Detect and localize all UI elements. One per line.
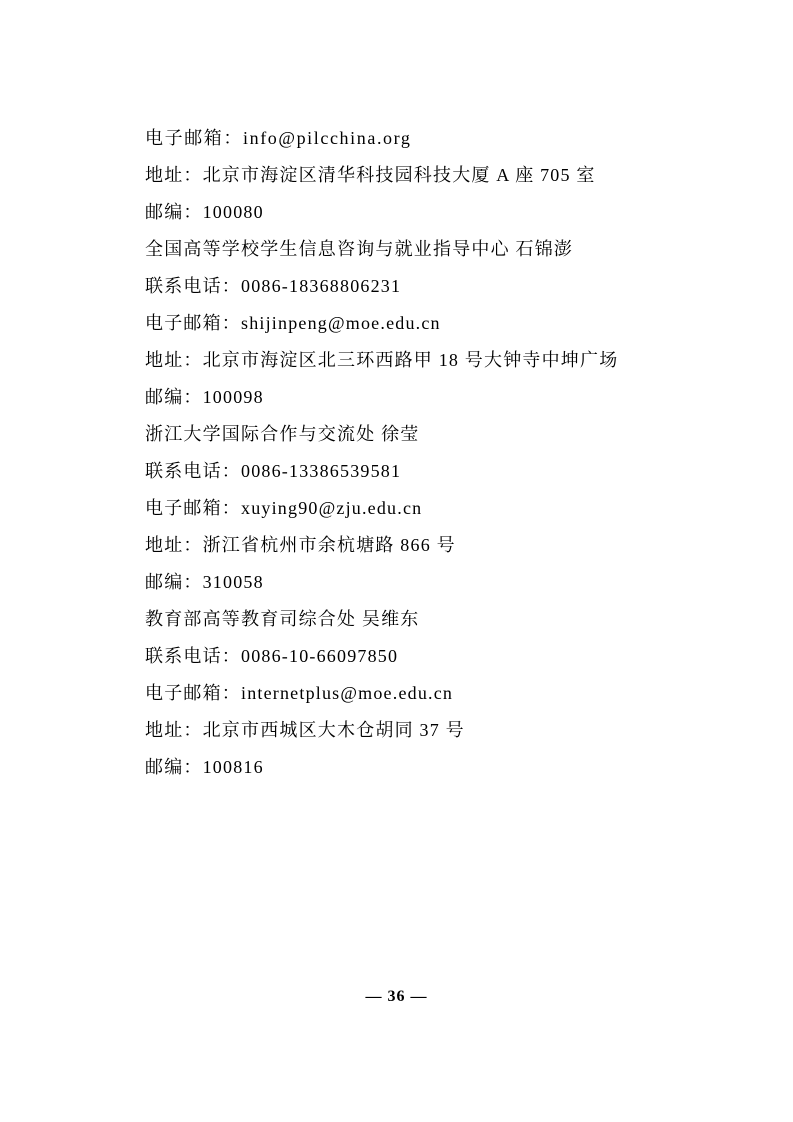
- text-line: 浙江大学国际合作与交流处 徐莹: [145, 424, 420, 444]
- text-line: 邮编：100080: [145, 202, 264, 222]
- text-line: 电子邮箱：shijinpeng@moe.edu.cn: [145, 313, 441, 333]
- page-number: — 36 —: [365, 988, 428, 1005]
- text-line: 联系电话：0086-13386539581: [145, 461, 402, 481]
- text-line: 电子邮箱：info@pilcchina.org: [145, 128, 412, 148]
- text-line: 邮编：100098: [145, 387, 264, 407]
- text-line: 地址：北京市西城区大木仓胡同 37 号: [145, 720, 465, 740]
- text-line: 地址：北京市海淀区清华科技园科技大厦 A 座 705 室: [145, 165, 596, 185]
- text-line: 电子邮箱：internetplus@moe.edu.cn: [145, 683, 454, 703]
- text-line: 电子邮箱：xuying90@zju.edu.cn: [145, 498, 423, 518]
- text-line: 邮编：310058: [145, 572, 264, 592]
- text-line: 教育部高等教育司综合处 吴维东: [145, 609, 420, 629]
- text-line: 联系电话：0086-10-66097850: [145, 646, 399, 666]
- text-line: 地址：北京市海淀区北三环西路甲 18 号大钟寺中坤广场: [145, 350, 619, 370]
- text-line: 联系电话：0086-18368806231: [145, 276, 402, 296]
- text-line: 全国高等学校学生信息咨询与就业指导中心 石锦澎: [145, 239, 574, 259]
- text-line: 邮编：100816: [145, 757, 264, 777]
- text-line: 地址：浙江省杭州市余杭塘路 866 号: [145, 535, 456, 555]
- document-body: [145, 120, 665, 786]
